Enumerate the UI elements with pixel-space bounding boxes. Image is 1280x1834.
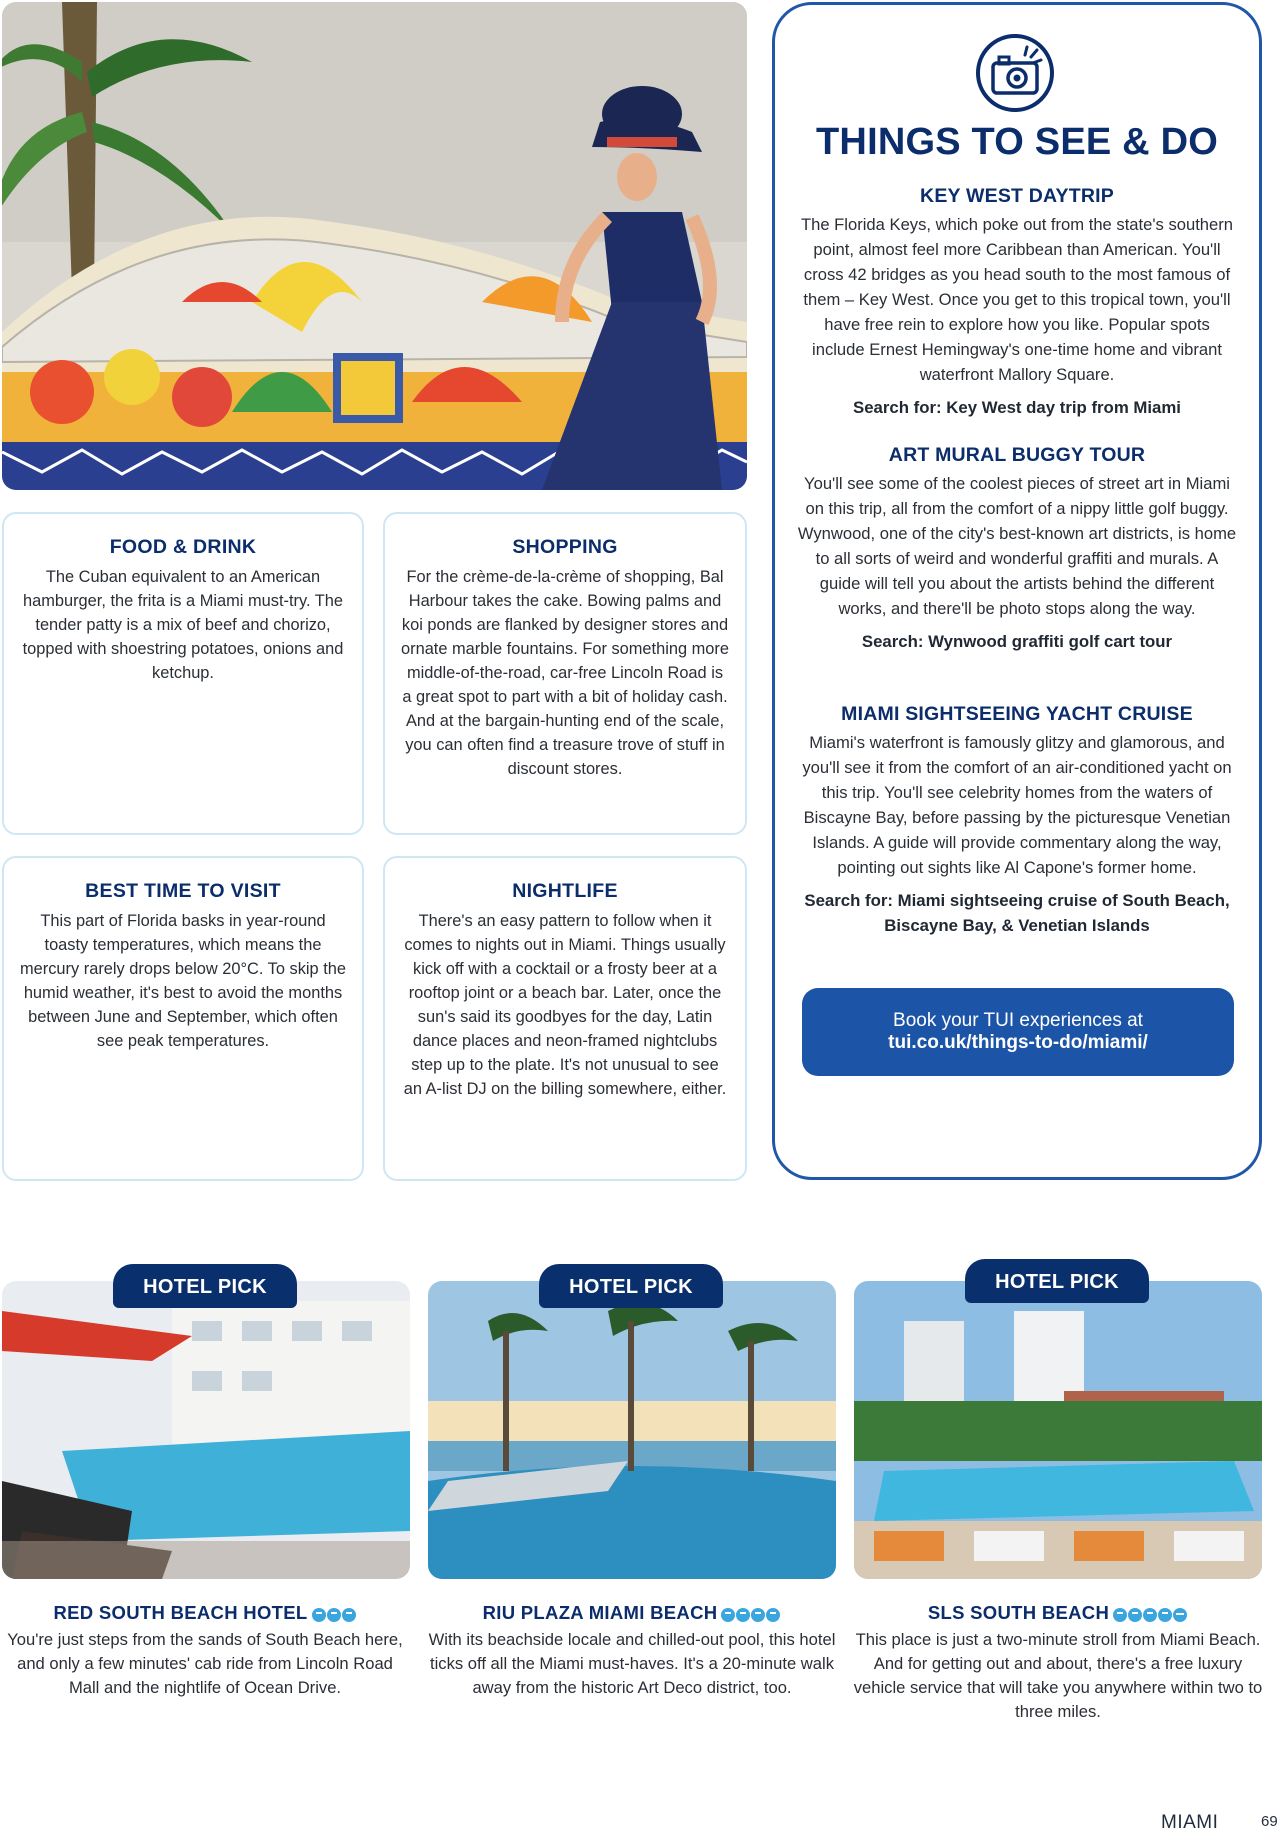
hotel-name: RED SOUTH BEACH HOTEL <box>53 1602 308 1623</box>
page-number: 69 <box>1261 1813 1278 1830</box>
rating-icon <box>721 1603 781 1625</box>
hotel-name-row <box>853 1602 1263 1625</box>
section-title: KEY WEST DAYTRIP <box>920 185 1114 207</box>
hotel-riu-plaza <box>427 1602 837 1700</box>
card-shopping <box>383 512 747 835</box>
card-body: For the crème-de-la-crème of shopping, Bal Harbour takes the cake. Bowing palms and koi ponds are flanked by designer stores and ornate marble fountains. For something more middle-of-the-road, car-free Lincoln Road is a great spot to part with a bit of holiday cash. And at the bargain-hunting end of the scale, you can often find a treasure trove of stuff in discount stores. <box>401 568 729 778</box>
card-title: NIGHTLIFE <box>512 880 618 902</box>
hero-photo-art <box>2 2 747 490</box>
card-food-drink <box>2 512 364 835</box>
hotel-pick-badge: HOTEL PICK <box>113 1264 297 1308</box>
hotel-photo-riu-plaza <box>428 1281 836 1579</box>
card-nightlife <box>383 856 747 1181</box>
section-yacht-cruise <box>797 703 1237 938</box>
section-title: MIAMI SIGHTSEEING YACHT CRUISE <box>841 703 1193 725</box>
section-search: Search: Wynwood graffiti golf cart tour <box>861 632 1173 651</box>
book-experiences-button[interactable] <box>802 988 1234 1076</box>
card-title: BEST TIME TO VISIT <box>85 880 281 902</box>
hotel-pick-badge: HOTEL PICK <box>965 1259 1149 1303</box>
section-body: The Florida Keys, which poke out from the state's southern point, almost feel more Caribbean than American. You'll cross 42 bridges as you head south to the most famous of them – Key West. Once you get to this tropical town, you'll have free rein to explore how you like. Popular spots include Ernest Hemingway's one-time home and vibrant waterfront Mallory Square. <box>800 215 1234 384</box>
hotel-name: SLS SOUTH BEACH <box>927 1602 1110 1623</box>
section-search: Search for: Key West day trip from Miami <box>853 398 1181 417</box>
hotel-photo-art <box>428 1281 836 1579</box>
things-to-do-panel <box>772 2 1262 1180</box>
hotel-name-row <box>427 1602 837 1625</box>
rating-icon <box>312 1603 357 1625</box>
hotel-name-row <box>0 1602 410 1625</box>
section-title: ART MURAL BUGGY TOUR <box>888 444 1146 466</box>
hero-photo <box>2 2 747 490</box>
section-body: You'll see some of the coolest pieces of street art in Miami on this trip, all from the comfort of a nippy little golf buggy. Wynwood, one of the city's best-known art districts, is home to all sorts of weird and wonderful graffiti and murals. A guide will tell you about the artists behind the different works, and there'll be photo stops along the way. <box>797 474 1237 618</box>
section-key-west <box>797 185 1237 420</box>
book-line1: Book your TUI experiences at <box>893 1010 1143 1031</box>
section-body: Miami's waterfront is famously glitzy and glamorous, and you'll see it from the comfort of an air-conditioned yacht on this trip. You'll see celebrity homes from the waters of Biscayne Bay, before passing by the picturesque Venetian Islands. A guide will provide commentary along the way, pointing out sights like Al Capone's former home. <box>802 733 1232 877</box>
hotel-red-south-beach <box>0 1602 410 1700</box>
hotel-pick-badge: HOTEL PICK <box>539 1264 723 1308</box>
section-art-mural <box>797 444 1237 654</box>
panel-title: THINGS TO SEE & DO <box>816 121 1218 163</box>
hotel-name: RIU PLAZA MIAMI BEACH <box>482 1602 718 1623</box>
hotel-sls-south-beach <box>853 1602 1263 1724</box>
hotel-photo-sls-south-beach <box>854 1281 1262 1579</box>
rating-icon <box>1113 1603 1188 1625</box>
camera-icon <box>975 33 1055 113</box>
hotel-photo-art <box>854 1281 1262 1579</box>
hotel-photo-red-south-beach <box>2 1281 410 1579</box>
footer-section-label: MIAMI <box>1161 1812 1219 1833</box>
card-body: This part of Florida basks in year-round toasty temperatures, which means the mercury rarely drops below 20°C. To skip the humid weather, it's best to avoid the months between June and September, which often see peak temperatures. <box>20 912 347 1050</box>
hotel-photo-art <box>2 1281 410 1579</box>
card-best-time <box>2 856 364 1181</box>
card-title: SHOPPING <box>512 536 618 558</box>
card-body: There's an easy pattern to follow when it comes to nights out in Miami. Things usually kick off with a cocktail or a frosty beer at a rooftop joint or a beach bar. Later, once the sun's said its goodbyes for the day, Latin dance places and neon-framed nightclubs step up to the plate. It's not unusual to see an A-list DJ on the billing somewhere, either. <box>403 912 727 1098</box>
hotel-body: This place is just a two-minute stroll from Miami Beach. And for getting out and about, there's a free luxury vehicle service that will take you anywhere within two to three miles. <box>853 1630 1263 1722</box>
card-title: FOOD & DRINK <box>109 536 257 558</box>
book-link[interactable]: tui.co.uk/things-to-do/miami/ <box>888 1032 1148 1053</box>
section-search: Search for: Miami sightseeing cruise of South Beach, Biscayne Bay, & Venetian Islands <box>804 891 1230 935</box>
card-body: The Cuban equivalent to an American hamburger, the frita is a Miami must-try. The tender patty is a mix of beef and chorizo, topped with shoestring potatoes, onions and ketchup. <box>22 568 344 682</box>
hotel-body: You're just steps from the sands of South Beach here, and only a few minutes' cab ride from Lincoln Road Mall and the nightlife of Ocean Drive. <box>7 1630 403 1698</box>
hotel-body: With its beachside locale and chilled-out pool, this hotel ticks off all the Miami must-haves. It's a 20-minute walk away from the historic Art Deco district, too. <box>428 1630 836 1698</box>
